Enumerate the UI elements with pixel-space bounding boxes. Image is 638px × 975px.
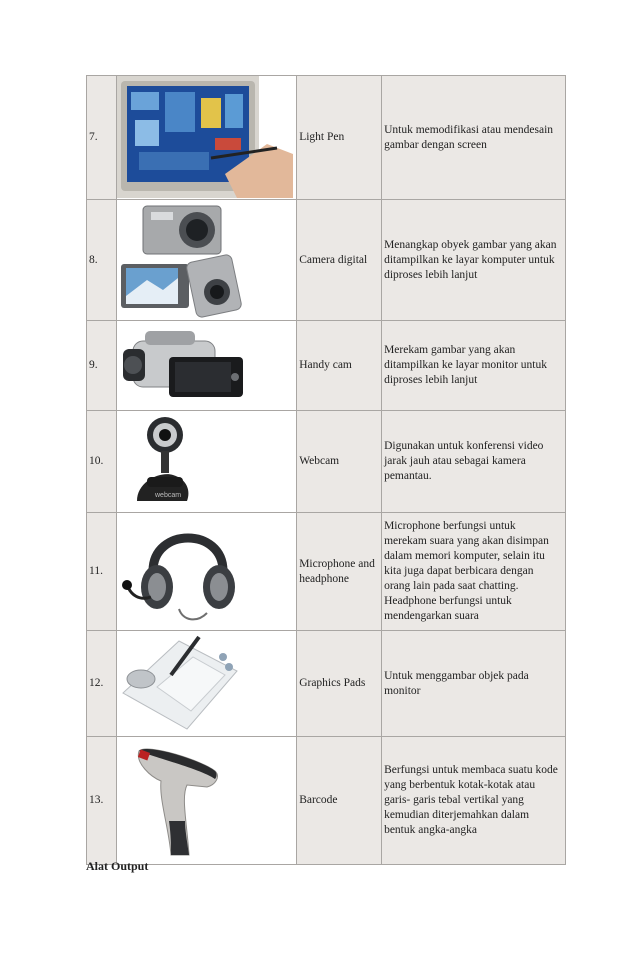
- table-row: [87, 513, 566, 631]
- device-name: Graphics Pads: [297, 631, 382, 737]
- svg-text:webcam: webcam: [155, 492, 182, 499]
- row-number: 13.: [87, 737, 117, 865]
- webcam-icon: [117, 411, 295, 512]
- device-description: Untuk memodifikasi atau mendesain gambar dengan screen: [382, 76, 566, 200]
- headphone-icon: [117, 513, 295, 630]
- row-number: 12.: [87, 631, 117, 737]
- camera-digital-icon: [117, 200, 295, 320]
- table-row: [87, 737, 566, 865]
- handycam-icon: [117, 321, 295, 410]
- row-number: 7.: [87, 76, 117, 200]
- table-row: [87, 76, 566, 200]
- device-name: Microphone and headphone: [297, 513, 382, 631]
- device-name: Webcam: [297, 411, 382, 513]
- device-description: Untuk menggambar objek pada monitor: [382, 631, 566, 737]
- device-description: Merekam gambar yang akan ditampilkan ke layar monitor untuk diproses lebih lanjut: [382, 321, 566, 411]
- device-description: Digunakan untuk konferensi video jarak jauh atau sebagai kamera pemantau.: [382, 411, 566, 513]
- table-row: [87, 631, 566, 737]
- row-number: 11.: [87, 513, 117, 631]
- table-row: [87, 321, 566, 411]
- graphics-pad-icon: [117, 631, 295, 736]
- row-number: 9.: [87, 321, 117, 411]
- table-row: [87, 411, 566, 513]
- row-number: 10.: [87, 411, 117, 513]
- section-heading: Alat Output: [86, 859, 149, 873]
- barcode-scanner-icon: [117, 737, 295, 864]
- device-name: Light Pen: [297, 76, 382, 200]
- row-number: 8.: [87, 200, 117, 321]
- device-description: Microphone berfungsi untuk merekam suara yang akan disimpan dalam memori komputer, selain itu kita juga dapat berbicara dengan orang lain pada saat chatting. Headphone berfungsi untuk mendengarkan suara: [382, 513, 566, 631]
- device-description: Berfungsi untuk membaca suatu kode yang berbentuk kotak-kotak atau garis- garis tebal vertikal yang kemudian diterjemahkan dalam bentuk angka-angka: [382, 737, 566, 865]
- light-pen-icon: [117, 76, 295, 199]
- device-name: Barcode: [297, 737, 382, 865]
- device-description: Menangkap obyek gambar yang akan ditampilkan ke layar komputer untuk diproses lebih lanjut: [382, 200, 566, 321]
- device-name: Handy cam: [297, 321, 382, 411]
- device-name: Camera digital: [297, 200, 382, 321]
- table-row: [87, 200, 566, 321]
- input-devices-table: [86, 75, 566, 865]
